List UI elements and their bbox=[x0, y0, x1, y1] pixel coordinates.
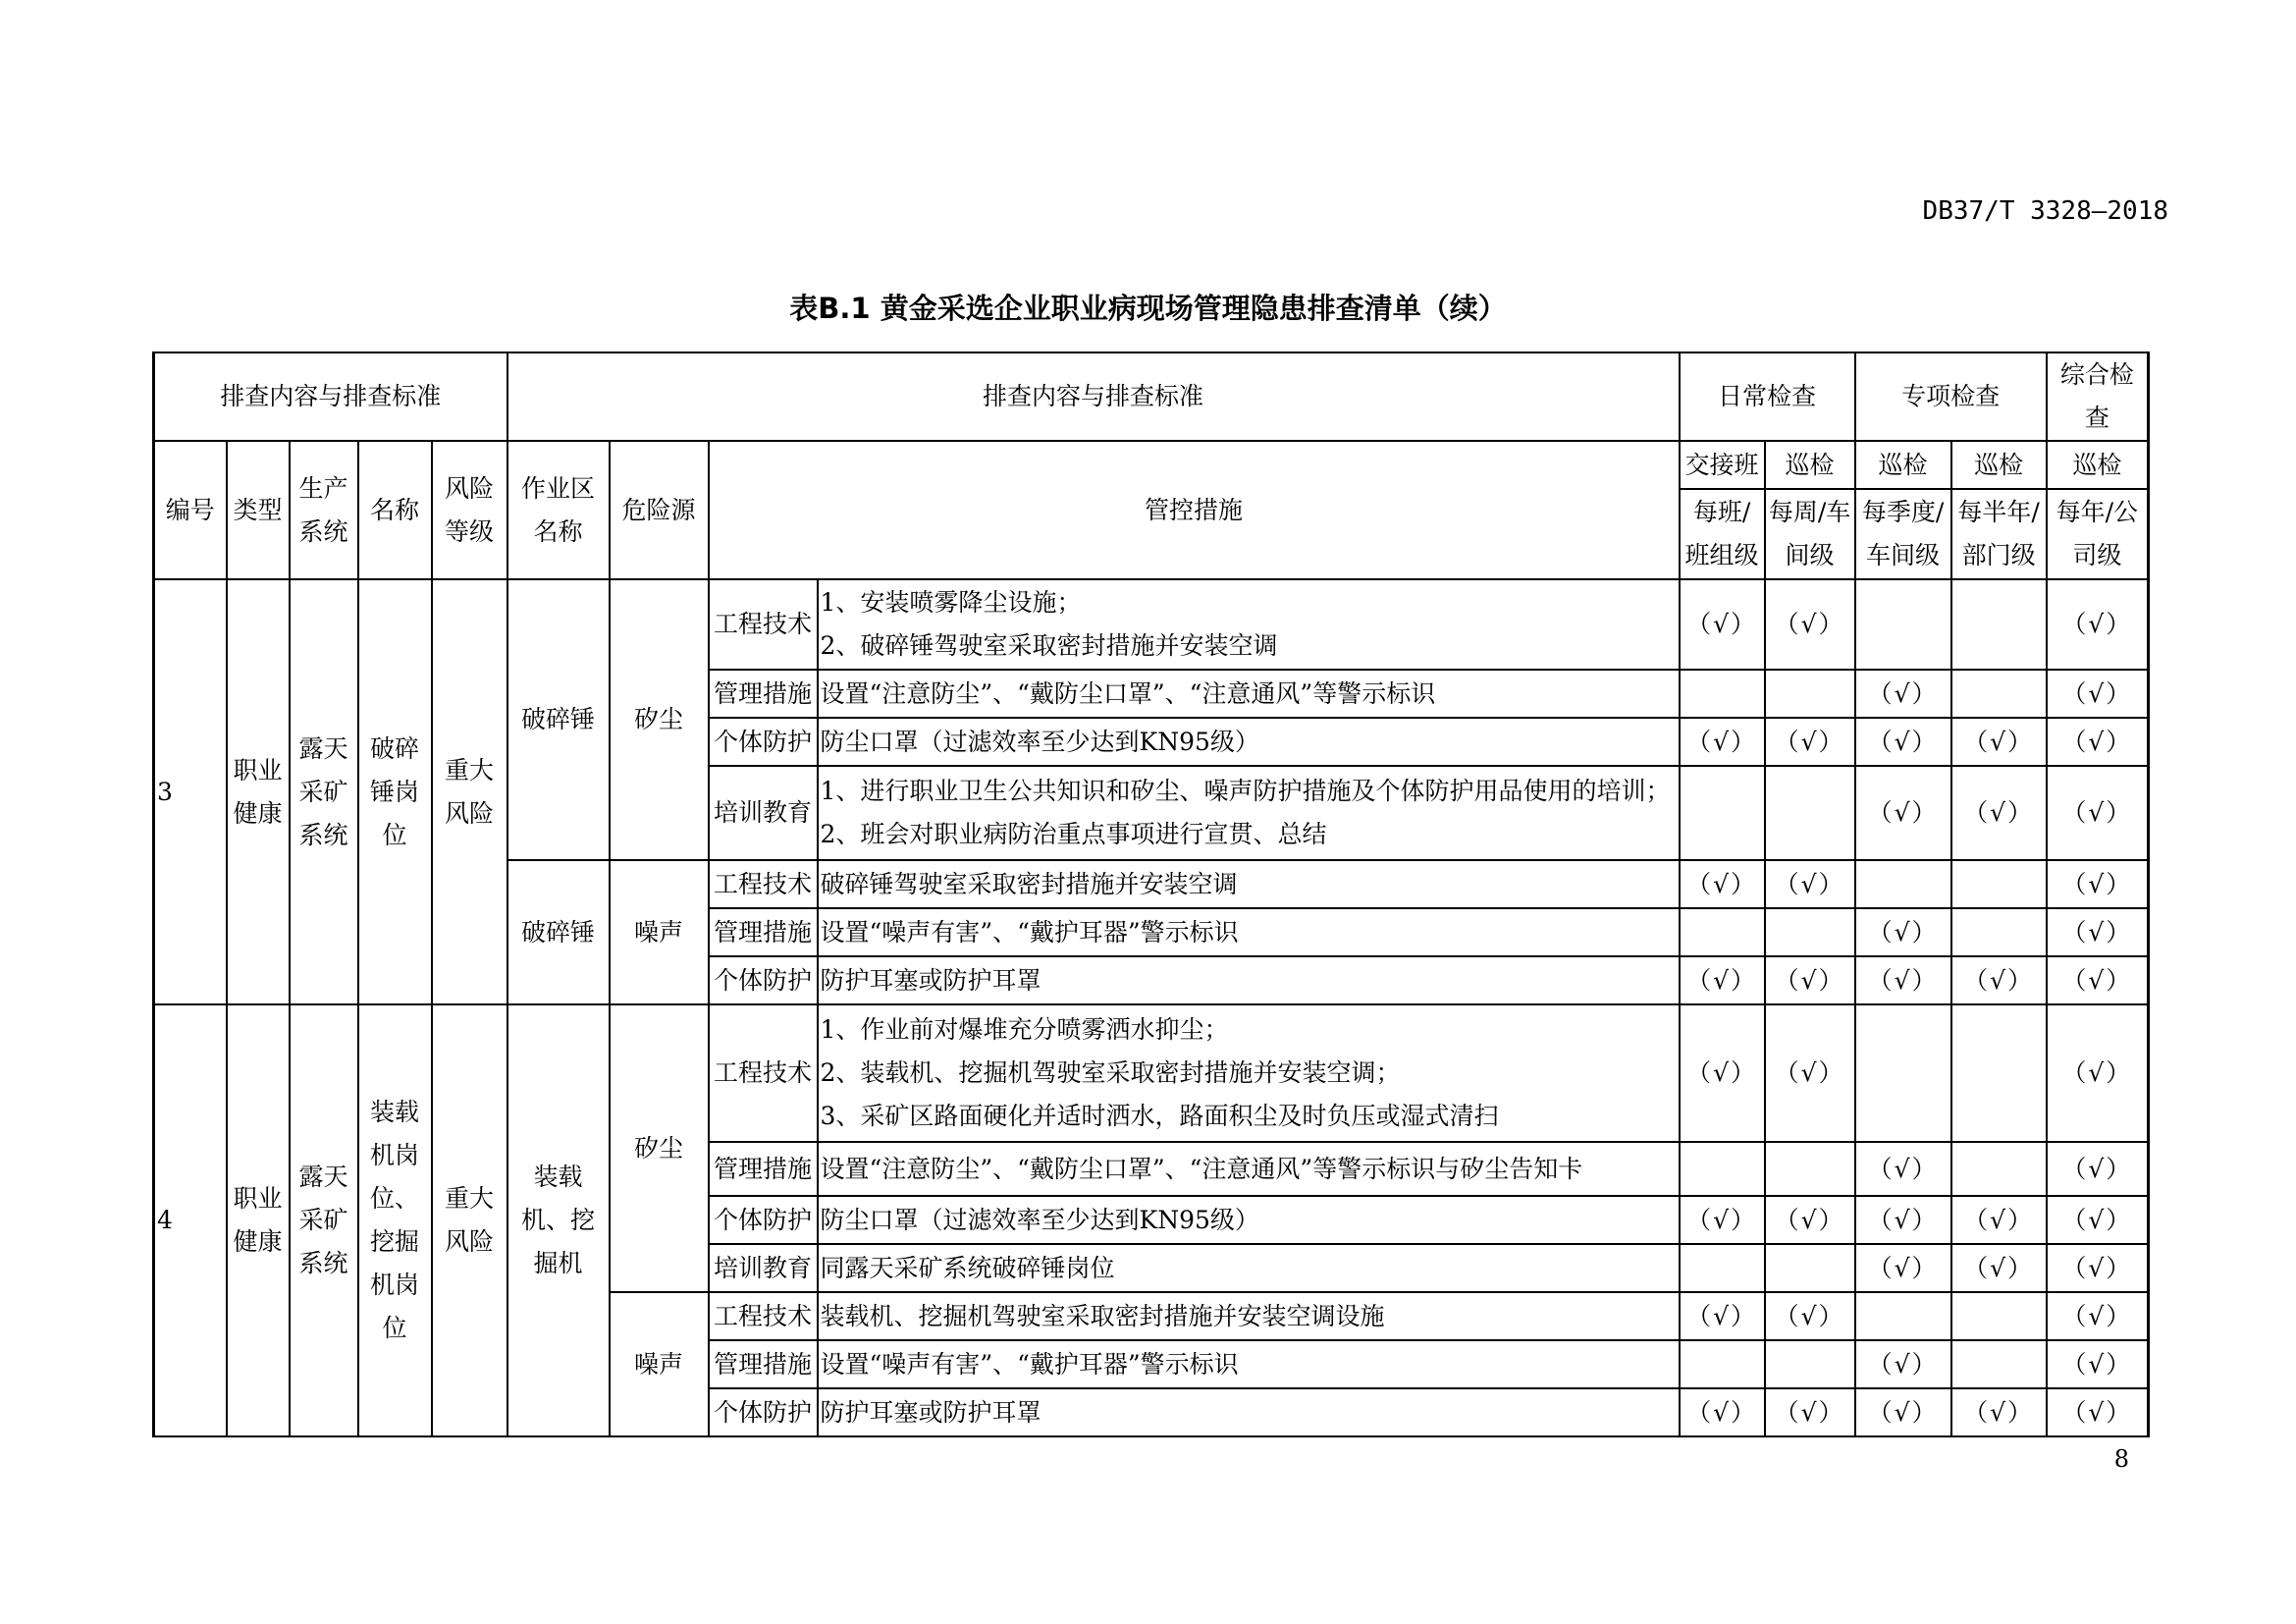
measure-text: 破碎锤驾驶室采取密封措施并安装空调 bbox=[818, 860, 1680, 908]
check-mark: （√） bbox=[2047, 579, 2149, 670]
row-id: 3 bbox=[154, 579, 227, 1004]
check-mark: （√） bbox=[2047, 1340, 2149, 1388]
row-hazard: 噪声 bbox=[610, 860, 709, 1004]
check-mark: （√） bbox=[1855, 956, 1951, 1004]
check-mark: （√） bbox=[2047, 1244, 2149, 1292]
measure-text: 同露天采矿系统破碎锤岗位 bbox=[818, 1244, 1680, 1292]
measure-text: 防护耳塞或防护耳罩 bbox=[818, 956, 1680, 1004]
row-work-area: 破碎锤 bbox=[507, 579, 610, 860]
check-mark: （√） bbox=[1855, 1244, 1951, 1292]
row-id: 4 bbox=[154, 1004, 227, 1436]
header-freq-yearly: 每年/公司级 bbox=[2047, 489, 2149, 579]
measure-text: 设置“噪声有害”、“戴护耳器”警示标识 bbox=[818, 1340, 1680, 1388]
check-mark: （√） bbox=[1680, 1388, 1765, 1436]
measure-category: 管理措施 bbox=[709, 670, 818, 718]
row-risk-level: 重大风险 bbox=[432, 579, 507, 1004]
measure-category: 工程技术 bbox=[709, 1004, 818, 1142]
header-group-left: 排查内容与排查标准 bbox=[154, 352, 507, 441]
check-mark: （√） bbox=[2047, 1142, 2149, 1196]
measure-text: 设置“注意防尘”、“戴防尘口罩”、“注意通风”等警示标识与矽尘告知卡 bbox=[818, 1142, 1680, 1196]
header-shift-handover: 交接班 bbox=[1680, 441, 1765, 489]
measure-text: 防护耳塞或防护耳罩 bbox=[818, 1388, 1680, 1436]
measure-text: 防尘口罩（过滤效率至少达到KN95级） bbox=[818, 1196, 1680, 1244]
check-mark: （√） bbox=[1855, 1196, 1951, 1244]
header-row-2 bbox=[154, 441, 2149, 489]
check-mark: （√） bbox=[2047, 1196, 2149, 1244]
check-mark: （√） bbox=[2047, 1292, 2149, 1340]
check-mark: （√） bbox=[1765, 1196, 1855, 1244]
check-mark: （√） bbox=[1855, 908, 1951, 956]
row-work-area: 装载机、挖掘机 bbox=[507, 1004, 610, 1436]
header-patrol-halfyear: 巡检 bbox=[1951, 441, 2047, 489]
check-mark: （√） bbox=[1765, 1292, 1855, 1340]
header-patrol-yearly: 巡检 bbox=[2047, 441, 2149, 489]
header-risk-level: 风险等级 bbox=[432, 441, 507, 579]
header-comprehensive-check: 综合检查 bbox=[2047, 352, 2149, 441]
row-system: 露天采矿系统 bbox=[290, 1004, 358, 1436]
header-group-mid: 排查内容与排查标准 bbox=[507, 352, 1680, 441]
measure-category: 个体防护 bbox=[709, 718, 818, 766]
row-hazard: 矽尘 bbox=[610, 1004, 709, 1292]
check-mark: （√） bbox=[1765, 1388, 1855, 1436]
measure-category: 个体防护 bbox=[709, 956, 818, 1004]
inspection-table bbox=[152, 352, 2150, 1437]
row-risk-level: 重大风险 bbox=[432, 1004, 507, 1436]
check-mark: （√） bbox=[1680, 956, 1765, 1004]
header-freq-shift: 每班/班组级 bbox=[1680, 489, 1765, 579]
header-row-1 bbox=[154, 352, 2149, 441]
check-mark: （√） bbox=[2047, 1004, 2149, 1142]
check-mark: （√） bbox=[1765, 956, 1855, 1004]
measure-category: 个体防护 bbox=[709, 1388, 818, 1436]
check-mark: （√） bbox=[1855, 1142, 1951, 1196]
table-title: 表B.1 黄金采选企业职业病现场管理隐患排查清单（续） bbox=[789, 292, 1507, 325]
measure-category: 工程技术 bbox=[709, 579, 818, 670]
table-row bbox=[154, 579, 2149, 670]
measure-category: 管理措施 bbox=[709, 1340, 818, 1388]
check-mark: （√） bbox=[1855, 1388, 1951, 1436]
document-code: DB37/T 3328—2018 bbox=[1922, 196, 2168, 226]
measure-text: 1、安装喷雾降尘设施； 2、破碎锤驾驶室采取密封措施并安装空调 bbox=[818, 579, 1680, 670]
measure-category: 培训教育 bbox=[709, 766, 818, 860]
check-mark: （√） bbox=[1855, 670, 1951, 718]
check-mark: （√） bbox=[1680, 579, 1765, 670]
header-system: 生产系统 bbox=[290, 441, 358, 579]
check-mark: （√） bbox=[1765, 1004, 1855, 1142]
check-mark: （√） bbox=[2047, 1388, 2149, 1436]
measure-category: 工程技术 bbox=[709, 860, 818, 908]
header-freq-weekly: 每周/车间级 bbox=[1765, 489, 1855, 579]
row-type: 职业健康 bbox=[227, 579, 290, 1004]
row-hazard: 矽尘 bbox=[610, 579, 709, 860]
check-mark: （√） bbox=[2047, 908, 2149, 956]
header-hazard: 危险源 bbox=[610, 441, 709, 579]
check-mark: （√） bbox=[1855, 1340, 1951, 1388]
row-position-name: 装载机岗位、挖掘机岗位 bbox=[358, 1004, 432, 1436]
check-mark: （√） bbox=[1765, 579, 1855, 670]
measure-text: 1、作业前对爆堆充分喷雾洒水抑尘； 2、装载机、挖掘机驾驶室采取密封措施并安装空调； 3、采矿区路面硬化并适时洒水，路面积尘及时负压或湿式清扫 bbox=[818, 1004, 1680, 1142]
row-type: 职业健康 bbox=[227, 1004, 290, 1436]
measure-category: 管理措施 bbox=[709, 1142, 818, 1196]
page-number: 8 bbox=[2113, 1445, 2129, 1473]
row-hazard: 噪声 bbox=[610, 1292, 709, 1436]
header-freq-halfyear: 每半年/部门级 bbox=[1951, 489, 2047, 579]
check-mark: （√） bbox=[1951, 956, 2047, 1004]
row-system: 露天采矿系统 bbox=[290, 579, 358, 1004]
measure-text: 1、进行职业卫生公共知识和矽尘、噪声防护措施及个体防护用品使用的培训； 2、班会对职业病防治重点事项进行宣贯、总结 bbox=[818, 766, 1680, 860]
header-special-check: 专项检查 bbox=[1855, 352, 2047, 441]
check-mark: （√） bbox=[2047, 766, 2149, 860]
measure-text: 防尘口罩（过滤效率至少达到KN95级） bbox=[818, 718, 1680, 766]
check-mark: （√） bbox=[2047, 956, 2149, 1004]
check-mark: （√） bbox=[1680, 1004, 1765, 1142]
check-mark: （√） bbox=[1680, 718, 1765, 766]
header-patrol-weekly: 巡检 bbox=[1765, 441, 1855, 489]
measure-category: 工程技术 bbox=[709, 1292, 818, 1340]
check-mark: （√） bbox=[2047, 860, 2149, 908]
table-row bbox=[154, 1004, 2149, 1142]
check-mark: （√） bbox=[1951, 1388, 2047, 1436]
row-position-name: 破碎锤岗位 bbox=[358, 579, 432, 1004]
header-id: 编号 bbox=[154, 441, 227, 579]
header-daily-check: 日常检查 bbox=[1680, 352, 1855, 441]
check-mark: （√） bbox=[1680, 860, 1765, 908]
measure-text: 设置“噪声有害”、“戴护耳器”警示标识 bbox=[818, 908, 1680, 956]
check-mark: （√） bbox=[1765, 718, 1855, 766]
check-mark: （√） bbox=[1855, 766, 1951, 860]
check-mark: （√） bbox=[1680, 1196, 1765, 1244]
check-mark: （√） bbox=[1680, 1292, 1765, 1340]
check-mark: （√） bbox=[1855, 718, 1951, 766]
check-mark: （√） bbox=[1951, 1196, 2047, 1244]
measure-text: 设置“注意防尘”、“戴防尘口罩”、“注意通风”等警示标识 bbox=[818, 670, 1680, 718]
measure-text: 装载机、挖掘机驾驶室采取密封措施并安装空调设施 bbox=[818, 1292, 1680, 1340]
check-mark: （√） bbox=[2047, 718, 2149, 766]
check-mark: （√） bbox=[1765, 860, 1855, 908]
header-work-area: 作业区名称 bbox=[507, 441, 610, 579]
header-type: 类型 bbox=[227, 441, 290, 579]
check-mark: （√） bbox=[1951, 766, 2047, 860]
check-mark: （√） bbox=[1951, 718, 2047, 766]
measure-category: 管理措施 bbox=[709, 908, 818, 956]
measure-category: 培训教育 bbox=[709, 1244, 818, 1292]
header-name: 名称 bbox=[358, 441, 432, 579]
row-work-area: 破碎锤 bbox=[507, 860, 610, 1004]
check-mark: （√） bbox=[1951, 1244, 2047, 1292]
header-freq-quarterly: 每季度/车间级 bbox=[1855, 489, 1951, 579]
header-patrol-quarterly: 巡检 bbox=[1855, 441, 1951, 489]
measure-category: 个体防护 bbox=[709, 1196, 818, 1244]
check-mark: （√） bbox=[2047, 670, 2149, 718]
header-control-measures: 管控措施 bbox=[709, 441, 1680, 579]
